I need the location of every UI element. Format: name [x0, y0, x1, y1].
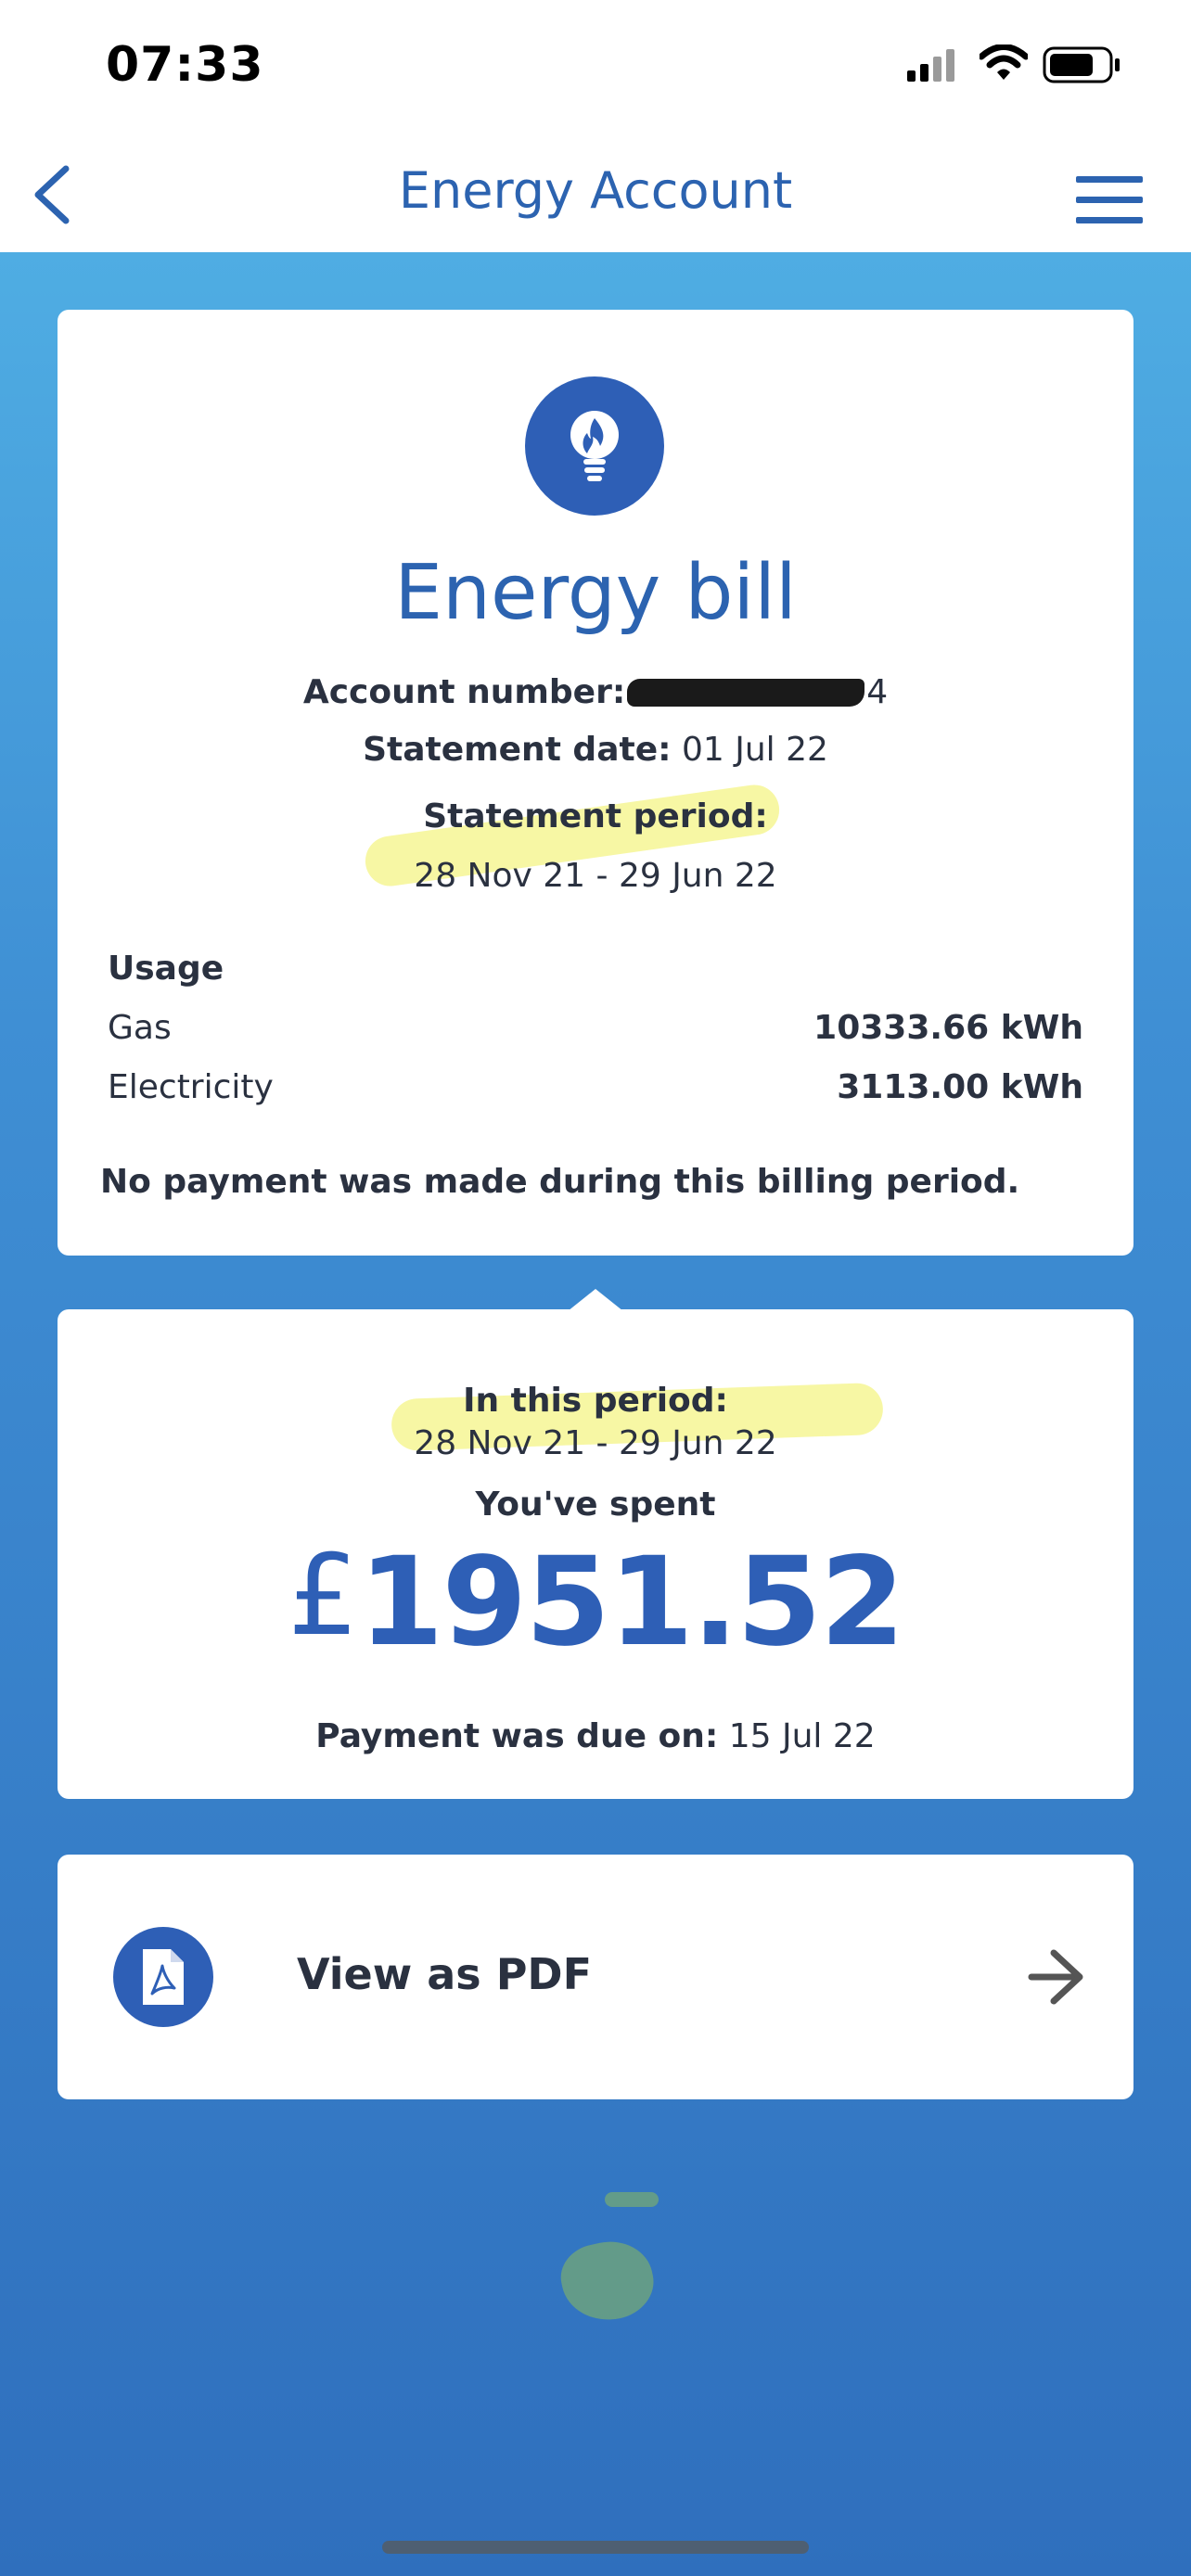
redacted-account-number [627, 679, 864, 707]
bill-icon-badge [525, 376, 664, 516]
statement-period-value: 28 Nov 21 - 29 Jun 22 [414, 857, 777, 895]
payment-due-line [58, 1717, 1133, 1755]
statement-period-label [58, 797, 1133, 835]
menu-button[interactable] [1072, 172, 1146, 228]
nav-bar [0, 139, 1191, 252]
usage-title: Usage [108, 950, 224, 988]
battery-icon [1043, 46, 1122, 83]
view-pdf-label: View as PDF [297, 1949, 593, 1999]
account-number-label: Account number: [302, 673, 626, 711]
statement-date-line [58, 731, 1133, 769]
view-pdf-button[interactable] [58, 1855, 1133, 2099]
arrow-right-icon [1028, 1947, 1085, 2007]
spent-summary-card [58, 1309, 1133, 1799]
smudge-mark [555, 2234, 660, 2329]
payment-note: No payment was made during this billing period. [100, 1163, 1020, 1201]
pdf-icon-badge [113, 1927, 213, 2027]
smudge-mark [605, 2192, 659, 2207]
statement-date-label: Statement date: [363, 731, 672, 769]
payment-due-date: 15 Jul 22 [728, 1717, 876, 1755]
currency-symbol: £ [288, 1532, 359, 1661]
hamburger-menu-line [1076, 197, 1143, 203]
amount-value: 1951.52 [358, 1531, 903, 1674]
in-period-label-text: In this period: [463, 1382, 728, 1420]
hamburger-menu-line [1076, 217, 1143, 223]
hamburger-menu-icon [1076, 176, 1143, 183]
bill-title: Energy bill [394, 549, 797, 637]
energy-bill-card [58, 310, 1133, 1256]
status-bar [0, 0, 1191, 139]
page-title: Energy Account [398, 161, 793, 220]
account-number-suffix: 4 [866, 673, 889, 711]
wifi-icon [980, 45, 1028, 82]
usage-row-electricity [108, 1068, 1083, 1115]
in-period-label [58, 1382, 1133, 1420]
in-period-value: 28 Nov 21 - 29 Jun 22 [414, 1424, 777, 1462]
statement-period-label-text: Statement period: [423, 797, 768, 835]
statement-date-value: 01 Jul 22 [681, 731, 828, 769]
account-number-line [58, 673, 1133, 711]
status-time: 07:33 [106, 37, 264, 93]
usage-label: Gas [108, 1009, 172, 1047]
spent-label: You've spent [475, 1486, 716, 1524]
pdf-document-icon [137, 1947, 189, 2007]
cellular-signal-icon [905, 48, 961, 82]
usage-value: 10333.66 kWh [813, 1009, 1083, 1047]
payment-due-label: Payment was due on: [315, 1717, 719, 1755]
home-indicator[interactable] [382, 2541, 809, 2554]
usage-value: 3113.00 kWh [837, 1068, 1083, 1106]
usage-row-gas [108, 1009, 1083, 1055]
usage-label: Electricity [108, 1068, 274, 1106]
spent-amount [58, 1531, 1133, 1674]
card-pointer-notch [568, 1289, 623, 1311]
flame-lightbulb-icon [557, 402, 632, 491]
